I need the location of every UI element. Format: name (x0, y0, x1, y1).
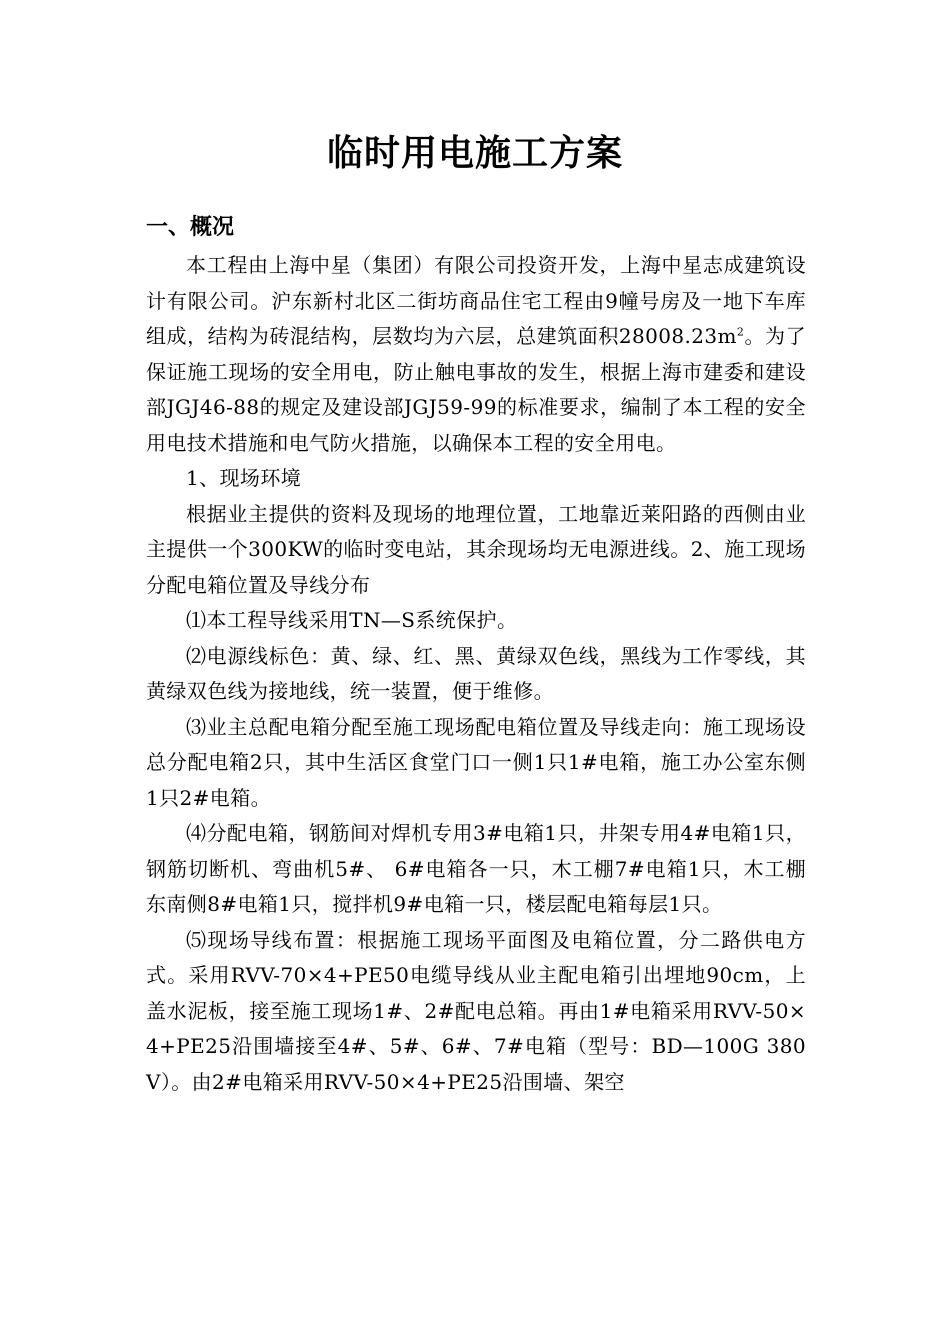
paragraph-item-3: ⑶业主总配电箱分配至施工现场配电箱位置及导线走向：施工现场设总分配电箱2只，其中生活区食堂门口一侧1只1#电箱，施工办公室东侧1只2#电箱。 (146, 714, 806, 810)
section-heading-overview: 一、概况 (146, 215, 235, 240)
paragraph-text: 本工程由上海中星（集团）有限公司投资开发，上海中星志成建筑设计有限公司。沪东新村北区二街坊商品住宅工程由9幢号房及一地下车库组成，结构为砖混结构，层数均为六层，总建筑面积28008.23m (146, 253, 806, 348)
page-title: 临时用电施工方案 (326, 133, 623, 174)
paragraph-item-1: ⑴本工程导线采用TN—S系统保护。 (186, 608, 518, 632)
paragraph-text-tail: 。为了保证施工现场的安全用电，防止触电事故的发生，根据上海市建委和建设部JGJ46-88的规定及建设部JGJ59-99的标准要求，编制了本工程的安全用电技术措施和电气防火措施，以确保本工程的安全用电。 (146, 324, 806, 455)
superscript-unit: 2 (736, 325, 745, 339)
paragraph-item-2: ⑵电源线标色：黄、绿、红、黑、黄绿双色线，黑线为工作零线，其黄绿双色线为接地线，统一装置，便于维修。 (146, 643, 806, 703)
paragraph-project-overview (146, 248, 806, 461)
body-text (146, 248, 806, 1100)
paragraph-item-5: ⑸现场导线布置：根据施工现场平面图及电箱位置，分二路供电方式。采用RVV-70×4+PE50电缆导线从业主配电箱引出埋地90cm，上盖水泥板，接至施工现场1#、2#配电总箱。再由1#电箱采用RVV-50×4+PE25沿围墙接至4#、5#、6#、7#电箱（型号：BD—100G 380V）。由2#电箱采用RVV-50×4+PE25沿围墙、架空 (146, 927, 806, 1094)
paragraph-site-environment-heading: 1、现场环境 (186, 466, 302, 490)
paragraph-site-environment: 根据业主提供的资料及现场的地理位置，工地靠近莱阳路的西侧由业主提供一个300KW的临时变电站，其余现场均无电源进线。2、施工现场分配电箱位置及导线分布 (146, 501, 806, 597)
paragraph-item-4: ⑷分配电箱，钢筋间对焊机专用3#电箱1只，井架专用4#电箱1只，钢筋切断机、弯曲机5#、 6#电箱各一只，木工棚7#电箱1只，木工棚东南侧8#电箱1只，搅拌机9#电箱一只，楼层配电箱每层1只。 (146, 821, 806, 916)
